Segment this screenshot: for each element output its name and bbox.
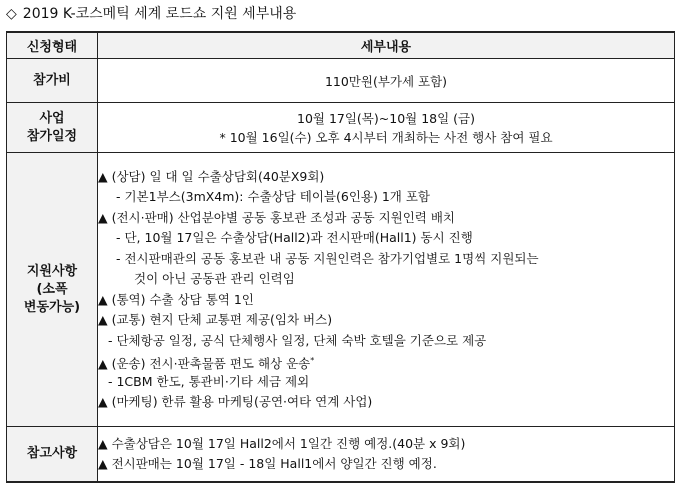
table-row-support [7, 153, 675, 427]
diamond-icon: ◇ [6, 6, 17, 22]
table-row-period [7, 103, 675, 153]
notes-line: ▲ 전시판매는 10월 17일 - 18일 Hall1에서 양일간 진행 예정. [98, 456, 437, 471]
document-title: 2019 K-코스메틱 세계 로드쇼 지원 세부내용 [22, 6, 297, 22]
period-label-line1: 사업 [39, 110, 65, 126]
period-label [7, 103, 98, 153]
support-details [98, 153, 675, 427]
support-line: - 기본1부스(3mX4m): 수출상담 테이블(6인용) 1개 포함 [116, 189, 430, 204]
support-line: ▲ (상담) 일 대 일 수출상담회(40분X9회) [98, 168, 325, 184]
document-heading [6, 4, 296, 24]
support-line: ▲ (마케팅) 한류 활용 마케팅(공연·여타 연계 사업) [98, 394, 373, 409]
support-line: - 1CBM 한도, 통관비·기타 세금 제외 [108, 373, 310, 389]
support-line: ▲ (통역) 수출 상담 통역 1인 [98, 291, 254, 307]
table-row-notes [7, 427, 675, 483]
period-label-line2: 참가일정 [26, 128, 78, 144]
support-label-line3: 변동가능) [23, 299, 81, 315]
support-label-line2: (소폭 [36, 281, 68, 297]
support-details-table [6, 31, 675, 483]
header-application-type: 신청형태 [7, 32, 98, 59]
fee-label: 참가비 [7, 59, 98, 103]
period-dates: 10월 17일(목)~10월 18일 (금) [297, 110, 475, 126]
support-label [7, 153, 98, 427]
notes-details [98, 427, 675, 483]
support-line: ▲ (교통) 현지 단체 교통편 제공(임차 버스) [98, 312, 333, 327]
table-row-fee [7, 59, 675, 103]
notes-line: ▲ 수출상담은 10월 17일 Hall2에서 1일간 진행 예정.(40분 x 9회) [98, 435, 466, 451]
fee-value: 110만원(부가세 포함) [98, 59, 675, 103]
table-header-row [7, 32, 675, 59]
support-line: 것이 아닌 공동관 관리 인력임 [134, 271, 295, 286]
support-line: ▲ (전시·판매) 산업분야별 공동 홍보관 조성과 공동 지원인력 배치 [98, 209, 456, 225]
header-details: 세부내용 [98, 32, 675, 59]
support-line-shipping-text: ▲ (운송) 전시·판촉물품 편도 해상 운송 [98, 356, 311, 372]
shipping-note-mark: * [310, 356, 315, 365]
support-line: - 단, 10월 17일은 수출상담(Hall2)과 전시판매(Hall1) 동시 진행 [116, 230, 473, 245]
support-label-line1: 지원사항 [26, 263, 78, 279]
support-line: - 단체항공 일정, 공식 단체행사 일정, 단체 숙박 호텔을 기준으로 제공 [108, 332, 487, 348]
period-value [98, 103, 675, 153]
support-line-shipping [98, 351, 674, 372]
notes-label: 참고사항 [7, 427, 98, 483]
period-note: * 10월 16일(수) 오후 4시부터 개최하는 사전 행사 참여 필요 [219, 129, 553, 145]
support-line: - 전시판매관의 공동 홍보관 내 공동 지원인력은 참가기업별로 1명씩 지원되는 [116, 250, 539, 266]
